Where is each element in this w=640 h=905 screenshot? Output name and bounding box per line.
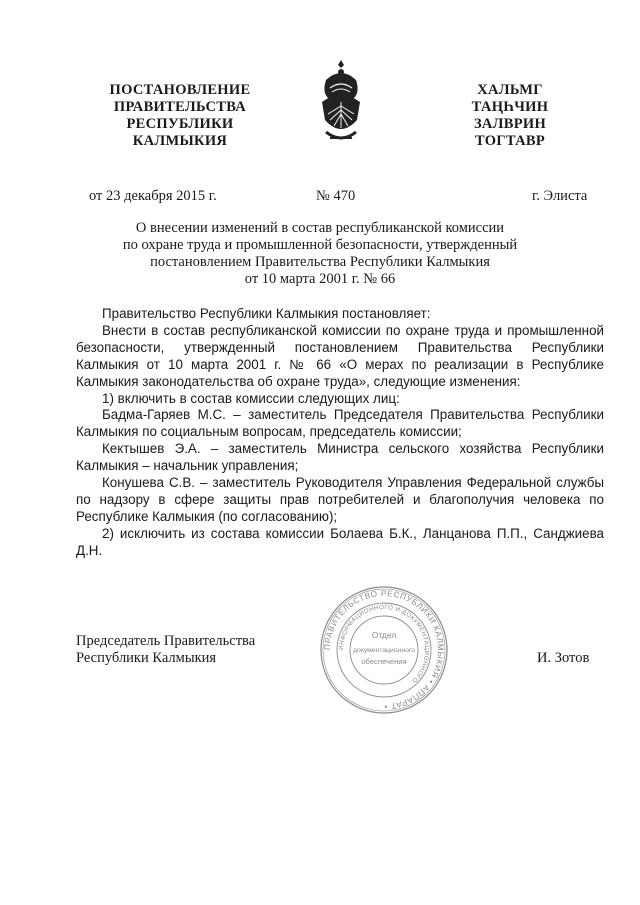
header-left-line: ПОСТАНОВЛЕНИЕ bbox=[109, 82, 251, 98]
stamp-inner-text: ИНФОРМАЦИОННОГО И ДОКУМЕНТАЦИОННОГО bbox=[337, 603, 431, 684]
document-city: г. Элиста bbox=[532, 188, 588, 204]
body-paragraph: Конушева С.В. – заместитель Руководителя Управления Федеральной службы по надзору в сфере защиты прав потребителей и благополучия человека по Республике Калмыкия (по согласованию); bbox=[76, 475, 604, 524]
stamp-outer-text: ПРАВИТЕЛЬСТВО РЕСПУБЛИКИ КАЛМЫКИЯ • АППАРАТ • bbox=[322, 588, 446, 712]
header-right bbox=[455, 82, 565, 150]
stamp-center-line: Отдел bbox=[371, 630, 397, 640]
title-line: О внесении изменений в состав республиканской комиссии bbox=[135, 220, 505, 236]
header-right-line: ТАҢҺЧИН bbox=[471, 99, 549, 115]
header-right-line: ХАЛЬМГ bbox=[477, 82, 543, 98]
signature-position-line: Республики Калмыкия bbox=[76, 650, 217, 666]
kalmykia-coat-of-arms-icon bbox=[316, 58, 366, 148]
document-date: от 23 декабря 2015 г. bbox=[89, 188, 217, 204]
title-line: по охране труда и промышленной безопасности, утвержденный bbox=[122, 237, 518, 253]
signature-position-line: Председатель Правительства bbox=[76, 633, 256, 649]
signature-position bbox=[76, 633, 255, 667]
header-left bbox=[100, 82, 260, 150]
header-right-line: ТОГТАВР bbox=[474, 133, 546, 149]
signature-name: И. Зотов bbox=[537, 650, 590, 666]
body-paragraph: 2) исключить из состава комиссии Болаева Б.К., Ланцанова П.П., Санджиева Д.Н. bbox=[76, 525, 604, 558]
body-paragraph: Правительство Республики Калмыкия постановляет: bbox=[102, 306, 431, 321]
header-right-line: ЗАЛВРИН bbox=[473, 116, 547, 132]
body-paragraph: 1) включить в состав комиссии следующих лиц: bbox=[102, 390, 400, 406]
stamp-center-line: обеспечения bbox=[361, 657, 407, 666]
official-stamp bbox=[318, 584, 450, 716]
header-left-line: РЕСПУБЛИКИ bbox=[126, 116, 234, 132]
document-body bbox=[76, 306, 604, 560]
header-left-line: КАЛМЫКИЯ bbox=[132, 133, 228, 149]
body-paragraph: Бадма-Гаряев М.С. – заместитель Председателя Правительства Республики Калмыкия по социальным вопросам, председатель комиссии; bbox=[76, 407, 604, 440]
header-left-line: ПРАВИТЕЛЬСТВА bbox=[113, 99, 247, 115]
body-paragraph: Внести в состав республиканской комиссии по охране труда и промышленной безопасности, утвержденный постановлением Правительства Республики Калмыкия от 10 марта 2001 г. № 66 «О мерах по реализации в Республике Калмыкия законодательства об охране труда», следующие изменения: bbox=[76, 322, 604, 389]
title-line: постановлением Правительства Республики Калмыкия bbox=[150, 254, 490, 270]
stamp-center-line: документационного bbox=[352, 647, 416, 654]
document-number: № 470 bbox=[316, 188, 356, 204]
document-title bbox=[60, 220, 580, 288]
title-line: от 10 марта 2001 г. № 66 bbox=[244, 271, 396, 287]
body-paragraph: Кектышев Э.А. – заместитель Министра сельского хозяйства Республики Калмыкия – начальник управления; bbox=[76, 441, 604, 474]
